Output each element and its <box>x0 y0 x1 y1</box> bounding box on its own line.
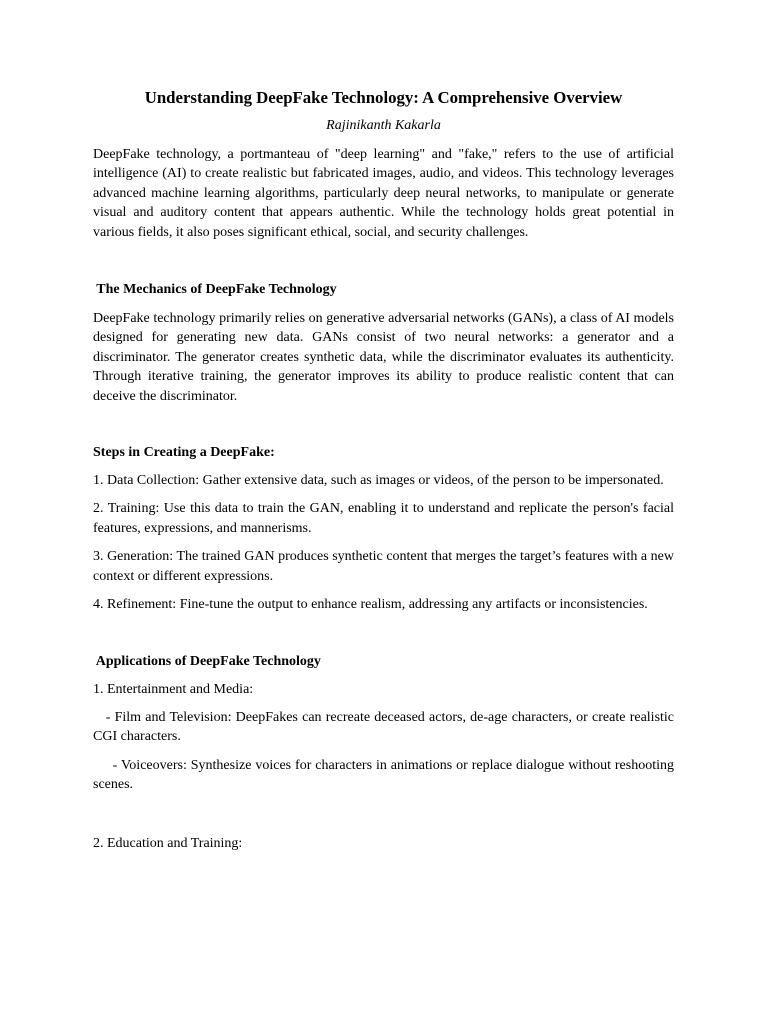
section-heading-applications: Applications of DeepFake Technology <box>93 653 321 669</box>
application-item-voiceovers: - Voiceovers: Synthesize voices for characters in animations or replace dialogue without reshooting scenes. <box>93 757 678 793</box>
step-item-training: 2. Training: Use this data to train the GAN, enabling it to understand and replicate the person's facial features, expressions, and mannerisms. <box>93 501 674 536</box>
step-item-refinement: 4. Refinement: Fine-tune the output to enhance realism, addressing any artifacts or inconsistencies. <box>93 597 648 613</box>
application-category-education: 2. Education and Training: <box>93 835 243 851</box>
section-heading-mechanics: The Mechanics of DeepFake Technology <box>93 282 337 298</box>
application-item-film-television: - Film and Television: DeepFakes can recreate deceased actors, de-age characters, or create realistic CGI characters. <box>93 709 678 745</box>
document-page <box>93 84 678 853</box>
intro-paragraph: DeepFake technology, a portmanteau of "deep learning" and "fake," refers to the use of artificial intelligence (AI) to create realistic but fabricated images, audio, and videos. This technology leverages advanced machine learning algorithms, particularly deep neural networks, to manipulate or generate visual and auditory content that appears authentic. While the technology holds great potential in various fields, it also poses significant ethical, social, and security challenges. <box>93 147 674 240</box>
author-name: Rajinikanth Kakarla <box>326 118 441 133</box>
step-item-data-collection: 1. Data Collection: Gather extensive data, such as images or videos, of the person to be impersonated. <box>93 473 664 489</box>
section-heading-steps: Steps in Creating a DeepFake: <box>93 445 275 461</box>
document-title: Understanding DeepFake Technology: A Comprehensive Overview <box>144 88 623 107</box>
mechanics-paragraph: DeepFake technology primarily relies on generative adversarial networks (GANs), a class of AI models designed for generating new data. GANs consist of two neural networks: a generator and a discriminator. The generator creates synthetic data, while the discriminator evaluates its authenticity. Through iterative training, the generator improves its ability to produce realistic content that can deceive the discriminator. <box>93 311 674 404</box>
step-item-generation: 3. Generation: The trained GAN produces synthetic content that merges the target’s features with a new context or different expressions. <box>93 549 674 584</box>
application-category-entertainment: 1. Entertainment and Media: <box>93 681 254 697</box>
